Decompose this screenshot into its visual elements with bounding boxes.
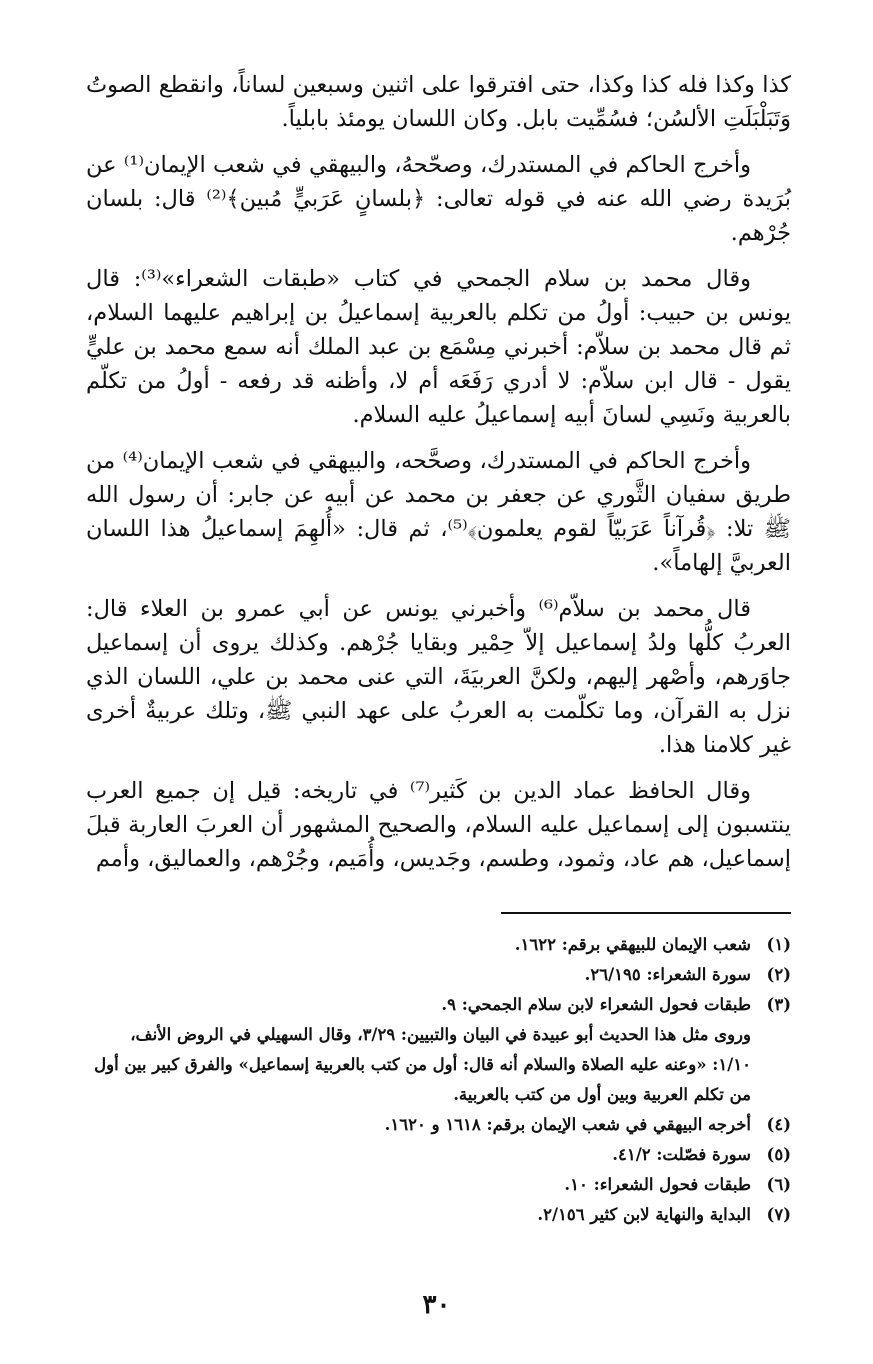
footnote-text: طبقات فحول الشعراء: ١٠. <box>564 1175 751 1194</box>
footnote-number: (٦) <box>766 1175 791 1194</box>
footnote-number: (٣) <box>766 995 791 1014</box>
footnote-3-continuation: وروى مثل هذا الحديث أبو عبيدة في البيان والتبيين: ٣/٢٩، وقال السهيلي في الروض الأنف، ١/١٠: «وعنه عليه الصلاة والسلام أنه قال: أول من كتب بالعربية إسماعيل» والفرق كبير بين أول من تكلم العربية وبين أول من كتب بالعربية. <box>94 1025 751 1104</box>
footnote-1 <box>86 930 791 960</box>
footnote-number: (١) <box>766 935 791 954</box>
footnote-3 <box>86 990 791 1020</box>
footnote-text: سورة الشعراء: ٢٦/١٩٥. <box>584 965 751 984</box>
footnote-7 <box>86 1200 791 1230</box>
footnote-text: أخرجه البيهقي في شعب الإيمان برقم: ١٦١٨ و ١٦٢٠. <box>384 1115 751 1134</box>
footnote-6 <box>86 1170 791 1200</box>
paragraph-1: كذا وكذا فله كذا وكذا، حتى افترقوا على اثنين وسبعين لساناً، وانقطع الصوتُ وَتَبَلْبَلَتِ الألسُن؛ فسُمِّيت بابل. وكان اللسان يومئذ بابلياً. <box>86 72 791 132</box>
footnote-4 <box>86 1110 791 1140</box>
footnote-text: شعب الإيمان للبيهقي برقم: ١٦٢٢. <box>514 935 751 954</box>
footnote-text: سورة فصّلت: ٤١/٢. <box>612 1145 751 1164</box>
footnote-text: طبقات فحول الشعراء لابن سلام الجمحي: ٩. <box>441 995 751 1014</box>
footnote-separator <box>501 912 791 914</box>
paragraph-5: قال محمد بن سلاّم⁽⁶⁾ وأخبرني يونس عن أبي عمرو بن العلاء قال: العربُ كلُّها ولدُ إسماعيل إلاّ حِمْير وبقايا جُرْهم. وكذلك يروى أن إسماعيل جاوَرهم، وأصْهر إليهم، ولكنَّ العربيَةَ، التي عنى محمد بن علي، اللسان الذي نزل به القرآن، وما تكلّمت به العربُ على عهد النبي ﷺ، وتلك عربيةٌ أخرى غير كلامنا هذا. <box>86 596 791 758</box>
footnote-number: (٥) <box>766 1145 791 1164</box>
footnote-number: (٧) <box>766 1205 791 1224</box>
footnote-text: البداية والنهاية لابن كثير ٢/١٥٦. <box>537 1205 751 1224</box>
footnote-number: (٢) <box>766 965 791 984</box>
page-number: ٣٠ <box>422 1290 451 1320</box>
paragraph-3: وقال محمد بن سلام الجمحي في كتاب «طبقات الشعراء»⁽³⁾: قال يونس بن حبيب: أولُ من تكلم بالعربية إسماعيلُ بن إبراهيم عليهما السلام، ثم قال محمد بن سلاّم: أخبرني مِسْمَع بن عبد الملك أنه سمع محمد بن عليٍّ يقول - قال ابن سلاّم: لا أدري رَفَعَه أم لا، وأظنه قد رفعه - أولُ من تكلّم بالعربية ونَسِي لسانَ أبيه إسماعيلُ عليه السلام. <box>86 266 791 428</box>
main-text <box>86 68 791 888</box>
paragraph-4: وأخرج الحاكم في المستدرك، وصحَّحه، والبيهقي في شعب الإيمان⁽⁴⁾ من طريق سفيان الثَّوري عن جعفر بن محمد عن أبيه عن جابر: أن رسول الله ﷺ تلا: ﴿قُرآناً عَرَبيّاً لقوم يعلمون﴾⁽⁵⁾، ثم قال: «أُلهِمَ إسماعيلُ هذا اللسان العربيَّ إلهاماً». <box>86 448 791 576</box>
footnote-2 <box>86 960 791 990</box>
footnote-5 <box>86 1140 791 1170</box>
footnote-number: (٤) <box>766 1115 791 1134</box>
paragraph-2: وأخرج الحاكم في المستدرك، وصحّحهُ، والبيهقي في شعب الإيمان⁽¹⁾ عن بُرَيدة رضي الله عنه في قوله تعالى: ﴿بلسانٍ عَرَبيٍّ مُبين﴾⁽²⁾ قال: بلسان جُرْهم. <box>86 152 791 246</box>
paragraph-6: وقال الحافظ عماد الدين بن كَثير⁽⁷⁾ في تاريخه: قيل إن جميع العرب ينتسبون إلى إسماعيل عليه السلام، والصحيح المشهور أن العربَ العاربة قبلَ إسماعيل، هم عاد، وثمود، وطسم، وجَديس، وأُمَيم، وجُرْهم، والعماليق، وأمم <box>86 778 791 872</box>
footnotes <box>86 930 791 1230</box>
